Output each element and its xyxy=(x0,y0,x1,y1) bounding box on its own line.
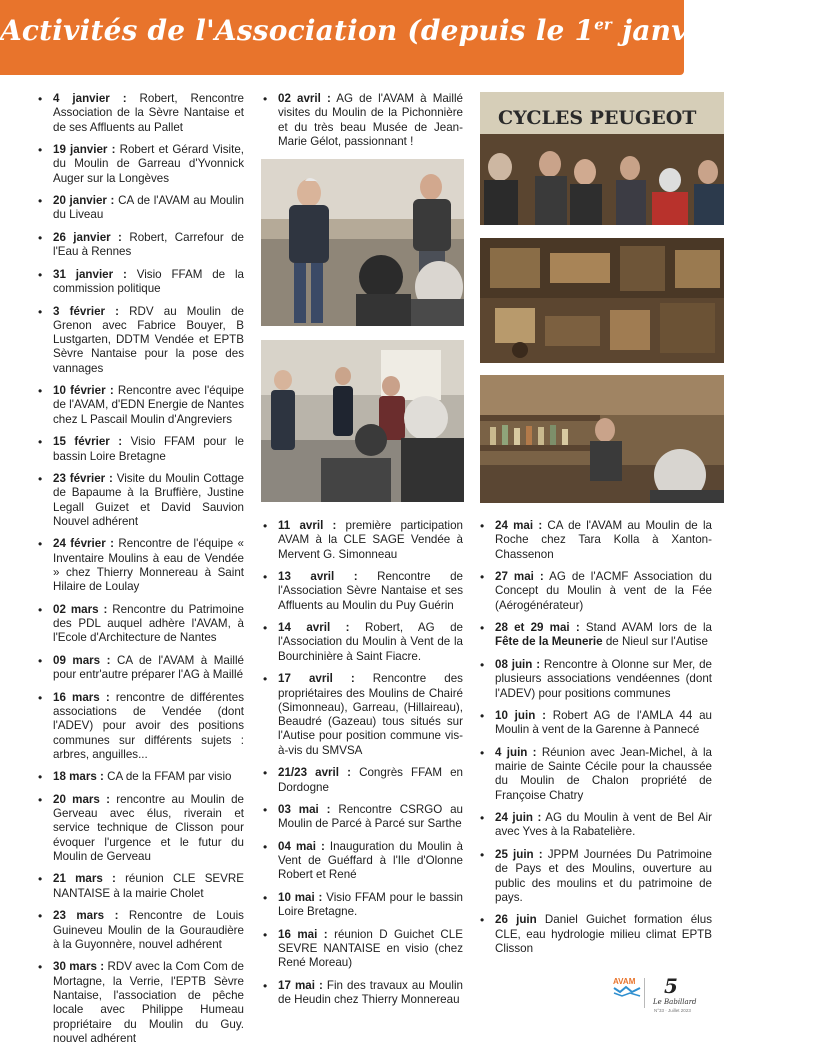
activity-date: 4 janvier : xyxy=(53,92,127,105)
activity-text: rencontre au Moulin de Gerveau avec élus, riverain et service technique de Clisson pour évoquer l'urgence et le futur du Moulin de Gerveau xyxy=(53,792,245,863)
activity-text: CA de l'AVAM au Moulin de la Roche chez Tara Kolla à Xanton-Chassenon xyxy=(495,519,712,561)
activity-item xyxy=(263,519,463,562)
activity-date: 03 mai : xyxy=(278,802,331,816)
activity-item xyxy=(263,891,463,920)
activity-date: 02 mars : xyxy=(53,602,108,616)
activity-item xyxy=(263,979,463,1008)
activity-item xyxy=(38,909,244,952)
activity-date: 26 juin xyxy=(495,913,537,927)
activity-text: AG de l'AVAM à Maillé visites du Moulin de la Pichonnière et du très beau Musée de Jean-Marie Gélot, passionnant ! xyxy=(278,92,463,148)
activity-text: AG du Moulin à vent de Bel Air avec Yves à la Rabatelière. xyxy=(495,811,712,839)
activity-date: 24 février : xyxy=(53,537,114,551)
activity-item xyxy=(38,537,244,594)
activity-item xyxy=(38,435,244,464)
activity-text: Rencontre avec l'équipe de l'AVAM, d'EDN Energie de Nantes chez L Pascail Moulin d'Angreviers xyxy=(53,384,244,426)
activity-item xyxy=(263,928,463,971)
activity-item xyxy=(263,672,463,758)
activity-date: 10 juin : xyxy=(495,709,546,723)
activity-item xyxy=(38,231,244,260)
photo-museum-shop xyxy=(480,375,724,503)
activity-text: Robert, AG de l'Association du Moulin à Vent de la Bourchinière à Saint Fiacre. xyxy=(278,621,463,663)
activity-item xyxy=(480,570,712,613)
activity-item xyxy=(38,793,244,864)
activity-date: 17 avril : xyxy=(278,672,355,686)
activity-item xyxy=(38,960,244,1046)
activity-item xyxy=(263,803,463,832)
activity-list-2 xyxy=(263,519,463,1007)
activity-item xyxy=(38,143,244,186)
activity-date: 23 mars : xyxy=(53,909,119,923)
activity-highlight: Fête de la Meunerie xyxy=(495,635,603,649)
activity-text: Visio FFAM de la commission politique xyxy=(53,267,244,296)
activity-text: Stand AVAM lors de la xyxy=(579,621,713,635)
activity-item xyxy=(38,770,244,784)
activity-text: réunion CLE SEVRE NANTAISE à la mairie Cholet xyxy=(53,872,244,900)
activity-date: 16 mars : xyxy=(53,690,110,704)
activity-item xyxy=(38,384,244,427)
magazine-issue: N°33 · Juillet 2023 xyxy=(654,1008,691,1013)
column-3 xyxy=(480,519,712,964)
activity-text: Rencontre de l'Association Sèvre Nantaise et ses Affluents au Moulin du Puy Guérin xyxy=(278,570,463,612)
activity-date: 09 mars : xyxy=(53,653,111,667)
activity-text: rencontre de différentes associations de Vendée (dont l'ADEV) pour avoir des positions communes sur différents sujets : arbres, anguilles... xyxy=(53,690,244,761)
activity-text: de Nieul sur l'Autise xyxy=(602,635,708,649)
activity-text: Rencontre à Olonne sur Mer, de plusieurs associations vendéennes (dont l'ADEV) pour positions communes xyxy=(495,657,713,700)
avam-logo xyxy=(612,976,642,998)
activity-item xyxy=(480,658,712,701)
photo-museum-objects xyxy=(480,238,724,363)
activity-text: CA de l'AVAM à Maillé pour entr'autre préparer l'AG à Maillé xyxy=(53,653,244,682)
activity-date: 19 janvier : xyxy=(53,143,116,157)
activity-text: Daniel Guichet formation élus CLE, eau hydrologie milieu climat EPTB Clisson xyxy=(495,913,712,955)
sign-text: CYCLES PEUGEOT xyxy=(498,107,697,129)
activity-item xyxy=(263,840,463,883)
activity-date: 11 avril : xyxy=(278,519,337,532)
activity-date: 20 janvier : xyxy=(53,194,115,208)
activity-text: CA de la FFAM par visio xyxy=(103,770,232,784)
activity-date: 13 avril : xyxy=(278,570,358,584)
activity-text: Fin des travaux au Moulin de Heudin chez Thierry Monnereau xyxy=(278,978,463,1006)
activity-item xyxy=(38,654,244,683)
activity-date: 24 juin : xyxy=(495,811,542,825)
activity-text: Visio FFAM pour le bassin Loire Bretagne xyxy=(53,435,244,463)
activity-item xyxy=(480,811,712,840)
activity-date: 04 mai : xyxy=(278,839,325,853)
column-1 xyxy=(38,92,244,1054)
activity-text: première participation AVAM à la CLE SAGE Vendée à Mervent G. Simonneau xyxy=(278,519,463,561)
activity-text: Réunion avec Jean-Michel, à la mairie de Sainte Cécile pour la chaussée du Moulin de Chalon propriété de Françoise Chatry xyxy=(495,745,712,802)
activity-text: Rencontre de Louis Guineveu Moulin de la Gouraudière à la Guyonnère, nouvel adhérent xyxy=(53,909,244,951)
activity-item xyxy=(38,872,244,901)
activity-list-2-top xyxy=(263,92,463,149)
activity-item xyxy=(263,92,463,149)
activity-text: Robert, Carrefour de l'Eau à Rennes xyxy=(53,230,244,259)
column-2-top xyxy=(263,92,463,157)
activity-text: réunion D Guichet CLE SEVRE NANTAISE en visio (chez René Moreau) xyxy=(278,927,463,970)
activity-date: 08 juin : xyxy=(495,657,541,671)
magazine-name: Le Babillard xyxy=(653,998,697,1006)
photo-ag-speakers xyxy=(261,159,464,326)
activity-date: 21/23 avril : xyxy=(278,766,351,780)
activity-text: RDV avec la Com Com de Mortagne, la Verrie, l'EPTB Sèvre Nantaise, l'association de pêche locale avec Philippe Humeau propriétaire du Moulin du Guy. nouvel adhérent xyxy=(53,960,245,1045)
activity-text: Congrès FFAM en Dordogne xyxy=(278,766,463,794)
activity-item xyxy=(38,305,244,376)
activity-text: CA de l'AVAM au Moulin du Liveau xyxy=(53,194,244,222)
activity-item xyxy=(38,472,244,529)
activity-text: RDV au Moulin de Grenon avec Fabrice Bouyer, B Lustgarten, DDTM Vendée et EPTB Sèvre Nantaise pour la pose des vannages xyxy=(53,304,244,375)
activity-list-1 xyxy=(38,92,244,1046)
activity-text: Visio FFAM pour le bassin Loire Bretagne. xyxy=(278,890,463,919)
activity-date: 30 mars : xyxy=(53,960,105,974)
activity-date: 15 février : xyxy=(53,435,123,449)
activity-text: AG de l'ACMF Association du Concept du Moulin à vent de la Fée (Aérogénérateur) xyxy=(495,570,712,612)
activity-text: Robert et Gérard Visite, du Moulin de Garreau d'Yvonnick Auger sur la Longèves xyxy=(53,143,244,185)
activity-date: 23 février : xyxy=(53,472,113,486)
activity-date: 18 mars : xyxy=(53,770,104,784)
photo-museum-cycles xyxy=(480,92,724,225)
activity-date: 10 mai : xyxy=(278,890,323,904)
activity-date: 20 mars : xyxy=(53,792,111,806)
activity-item xyxy=(480,709,712,738)
activity-text: Rencontre des propriétaires des Moulins de Chairé (Simonneau), Garreau, (Hillaireau), Beaudré (Gazeau) tous situés sur l'Autise pour position commune vis-à-vis du SMVSA xyxy=(278,672,463,757)
logo-text: AVAM xyxy=(613,977,636,986)
activity-item xyxy=(38,92,244,135)
activity-date: 24 mai : xyxy=(495,519,543,532)
activity-list-3 xyxy=(480,519,712,956)
activity-text: JPPM Journées Du Patrimoine de Pays et des Moulins, ouverture au public des moulins et du patrimoine de pays. xyxy=(495,847,712,904)
activity-date: 10 février : xyxy=(53,384,114,398)
activity-date: 26 janvier : xyxy=(53,230,122,244)
activity-item xyxy=(480,746,712,803)
activity-item xyxy=(263,570,463,613)
activity-text: Rencontre de l'équipe « Inventaire Moulins à eau de Vendée » chez Thierry Monnereau à Saint Hilaire de Loulay xyxy=(53,537,245,594)
activity-date: 21 mars : xyxy=(53,872,116,886)
activity-item xyxy=(38,268,244,297)
activity-item xyxy=(480,913,712,956)
activity-text: Inauguration du Moulin à Vent de Guéffard à l'Ile d'Olonne Robert et René xyxy=(278,839,463,882)
column-2 xyxy=(263,519,463,1015)
activity-item xyxy=(480,519,712,562)
activity-item xyxy=(263,766,463,795)
activity-item xyxy=(38,691,244,762)
activity-item xyxy=(480,621,712,650)
page-title: Activités de l'Association (depuis le 1er janvier 2023) xyxy=(0,14,834,47)
activity-text: Rencontre CSRGO au Moulin de Parcé à Parcé sur Sarthe xyxy=(278,802,463,831)
activity-date: 4 juin : xyxy=(495,745,537,759)
activity-date: 14 avril : xyxy=(278,621,350,635)
header-banner xyxy=(0,0,834,75)
footer-divider xyxy=(644,978,645,1008)
activity-item xyxy=(38,194,244,223)
activity-item xyxy=(480,848,712,905)
activity-text: Rencontre du Patrimoine des PDL auquel adhère l'AVAM, à l'Ecole d'Architecture de Nantes xyxy=(53,602,244,645)
activity-date: 25 juin : xyxy=(495,847,543,861)
activity-text: Robert, Rencontre Association de la Sèvre Nantaise et de ses Affluents au Pallet xyxy=(53,92,244,134)
activity-date: 02 avril : xyxy=(278,92,331,105)
activity-item xyxy=(263,621,463,664)
page-number: 5 xyxy=(664,974,678,998)
activity-date: 31 janvier : xyxy=(53,267,127,281)
activity-date: 28 et 29 mai : xyxy=(495,621,580,635)
activity-date: 16 mai : xyxy=(278,927,328,941)
activity-date: 3 février : xyxy=(53,304,120,318)
activity-date: 17 mai : xyxy=(278,978,323,992)
photo-ag-audience xyxy=(261,340,464,502)
activity-text: Robert AG de l'AMLA 44 au Moulin à vent de la Garenne à Pannecé xyxy=(495,709,712,737)
activity-date: 27 mai : xyxy=(495,570,544,584)
activity-item xyxy=(38,603,244,646)
activity-text: Visite du Moulin Cottage de Bapaume à la Bruffière, Justine Legall Guizet et David Sauvion Nouvel adhérent xyxy=(53,472,244,528)
